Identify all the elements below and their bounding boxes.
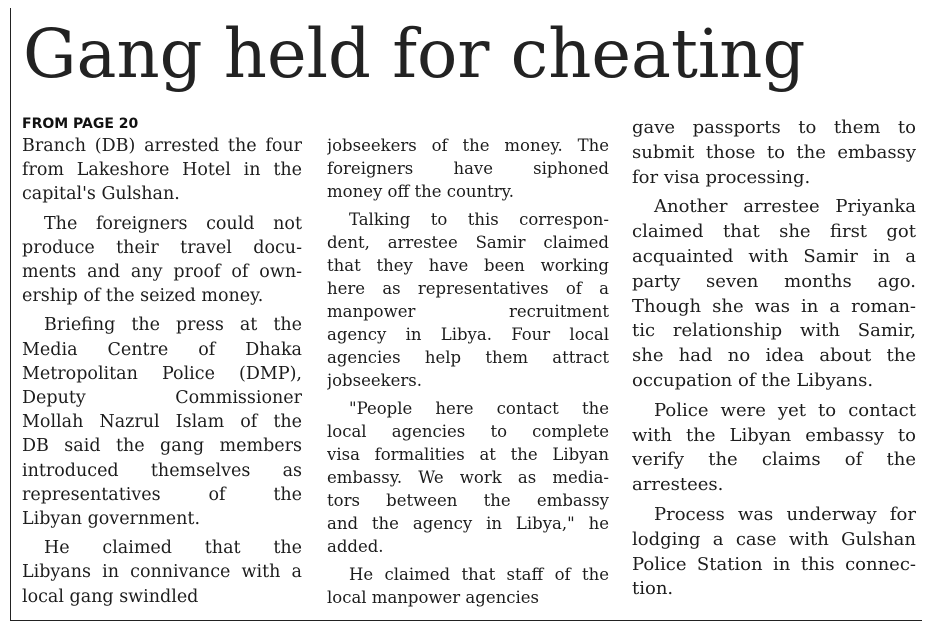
- text-line: introduced themselves as: [22, 460, 302, 481]
- text-line: Talking to this correspon-: [349, 210, 609, 229]
- text-line: tic relationship with Samir,: [632, 320, 916, 342]
- text-line: Though she was in a roman-: [632, 295, 916, 317]
- paragraph: [632, 116, 916, 190]
- paragraph: [22, 134, 302, 207]
- text-line: submit those to the embassy: [632, 141, 916, 163]
- text-line: Media Centre of Dhaka: [22, 339, 302, 360]
- text-line: occupation of the Libyans.: [632, 369, 874, 391]
- paragraph: [327, 208, 609, 392]
- text-line: DB said the gang members: [22, 436, 302, 457]
- text-line: she had no idea about the: [632, 345, 916, 367]
- headline: Gang held for cheating: [23, 15, 806, 93]
- text-line: arrestees.: [632, 474, 724, 496]
- text-line: Mollah Nazrul Islam of the: [22, 412, 302, 433]
- text-line: produce their travel docu-: [22, 237, 302, 258]
- text-line: local agencies to complete: [327, 422, 609, 441]
- paragraph: [327, 134, 609, 203]
- text-line: money off the country.: [327, 182, 515, 201]
- text-line: local gang swindled: [22, 586, 199, 607]
- text-line: The foreigners could not: [44, 213, 302, 234]
- paragraph: [327, 397, 609, 558]
- text-line: agency in Libya. Four local: [327, 325, 609, 344]
- text-line: Metropolitan Police (DMP),: [22, 363, 302, 384]
- text-line: Libyan government.: [22, 509, 201, 530]
- text-line: verify the claims of the: [632, 449, 916, 471]
- text-line: jobseekers.: [327, 371, 422, 390]
- column-2: [327, 134, 609, 614]
- bottom-rule: [10, 620, 922, 621]
- text-line: Briefing the press at the: [44, 315, 302, 336]
- text-line: tors between the embassy: [327, 491, 609, 510]
- text-line: Process was underway for: [654, 503, 916, 525]
- text-line: Police were yet to contact: [654, 399, 916, 421]
- text-line: gave passports to them to: [632, 117, 916, 138]
- column-3: [632, 116, 916, 607]
- text-line: dent, arrestee Samir claimed: [327, 233, 609, 252]
- text-line: manpower recruitment: [327, 302, 609, 321]
- text-line: representatives of the: [22, 484, 302, 505]
- text-line: local manpower agencies: [327, 588, 539, 607]
- text-line: foreigners have siphoned: [327, 159, 609, 178]
- paragraph: [632, 399, 916, 498]
- left-rule: [10, 8, 11, 620]
- paragraph: [22, 536, 302, 609]
- text-line: ership of the seized money.: [22, 286, 264, 307]
- paragraph: [22, 313, 302, 531]
- text-line: agencies help them attract: [327, 348, 609, 367]
- text-line: with the Libyan embassy to: [632, 424, 916, 446]
- paragraph: [327, 563, 609, 609]
- text-line: He claimed that the: [44, 538, 302, 559]
- column-1: [22, 134, 302, 614]
- text-line: visa formalities at the Libyan: [327, 445, 609, 464]
- text-line: Another arrestee Priyanka: [654, 196, 916, 218]
- text-line: He claimed that staff of the: [349, 565, 609, 584]
- text-line: Branch (DB) arrested the four: [22, 136, 302, 156]
- text-line: tion.: [632, 578, 674, 600]
- text-line: claimed that she first got: [632, 221, 916, 243]
- text-line: lodging a case with Gulshan: [632, 528, 916, 550]
- text-line: party seven months ago.: [632, 270, 916, 292]
- text-line: Deputy Commissioner: [22, 388, 302, 409]
- text-line: here as representatives of a: [327, 279, 609, 298]
- text-line: Police Station in this connec-: [632, 553, 916, 575]
- text-line: jobseekers of the money. The: [327, 136, 609, 155]
- kicker-continuation: FROM PAGE 20: [22, 116, 139, 132]
- text-line: acquainted with Samir in a: [632, 245, 916, 267]
- text-line: capital's Gulshan.: [22, 184, 180, 205]
- text-line: ments and any proof of own-: [22, 262, 302, 283]
- paragraph: [632, 503, 916, 602]
- text-line: "People here contact the: [349, 399, 609, 418]
- text-line: from Lakeshore Hotel in the: [22, 160, 302, 181]
- text-line: Libyans in connivance with a: [22, 562, 302, 583]
- text-line: for visa processing.: [632, 166, 811, 188]
- paragraph: [632, 195, 916, 393]
- text-line: that they have been working: [327, 256, 609, 275]
- text-line: added.: [327, 537, 384, 556]
- text-line: embassy. We work as media-: [327, 468, 609, 487]
- paragraph: [22, 212, 302, 309]
- text-line: and the agency in Libya," he: [327, 514, 609, 533]
